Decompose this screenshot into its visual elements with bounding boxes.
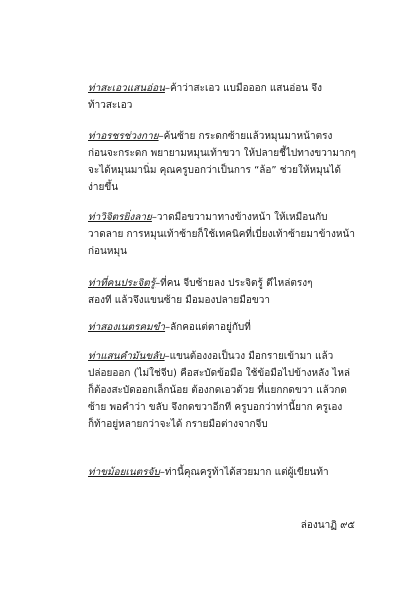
paragraph-text: –แขนต้องงอเป็นวง มือกรายเข้ามา แล้ว: [164, 351, 334, 362]
dance-pose-term: ท่าอรชรช่วงกาย: [88, 131, 159, 142]
paragraph-line: จะได้หมุนมานิ่ม คุณครูบอกว่าเป็นการ “ล้อ” ช่วยให้หมุนได้: [88, 165, 342, 176]
paragraph-line: ก่อนหมุน: [88, 246, 127, 257]
paragraph-text: –ค้นซ้าย กระดกซ้ายแล้วหมุนมาหน้าตรง: [158, 131, 333, 142]
paragraph-4: [88, 275, 356, 309]
paragraph-line: [88, 80, 356, 97]
paragraph-3: [88, 209, 356, 260]
paragraph-text: –วาดมือขวามาทางข้างหน้า ให้เหมือนกับ: [151, 212, 328, 223]
paragraph-line: ง่ายขึ้น: [88, 182, 119, 193]
paragraph-line: [88, 209, 356, 226]
paragraph-line: สองที แล้วจึงแขนซ้าย มือมองปลายมือขวา: [88, 295, 270, 306]
paragraph-line: ท้าวสะเอว: [88, 100, 133, 111]
paragraph-text: –ท่านี้คุณครูท้าได้สวยมาก แต่ผู้เขียนท้า: [159, 467, 329, 478]
paragraph-line: [88, 348, 356, 365]
paragraph-line: ก่อนจะกระดก พยายามหมุนเท้าขวา ให้ปลายชี้ไปทางขวามากๆ: [88, 148, 356, 159]
paragraph-line: ปล่อยออก (ไม่ใช่จีบ) คือสะบัดข้อมือ ใช้ข้อมือไปข้างหลัง ไหล่: [88, 368, 351, 379]
dance-pose-term: ท่าขม้อยเนตรจับ: [88, 467, 160, 478]
paragraph-line: [88, 319, 356, 336]
dance-pose-term: ท่าวิจิตรยิ่งลาย: [88, 212, 152, 223]
paragraph-line: [88, 275, 356, 292]
paragraph-line: วาดลาย การหมุนเท้าซ้ายก็ใช้เทคนิคที่เบี่ยงเท้าซ้ายมาข้างหน้า: [88, 229, 355, 240]
paragraph-text: –ค้าว่าสะเอว แบมือออก แสนอ่อน จึง: [164, 83, 322, 94]
page-footer: ล่องนาฏิ ๙๕: [300, 520, 355, 531]
paragraph-line: ซ้าย พอคำว่า ขลับ จึงกดขวาอีกที ครูบอกว่าท่านี้ยาก ครูเอง: [88, 402, 343, 413]
paragraph-7: [88, 464, 356, 481]
dance-pose-term: ท่าที่คนประจิตรู้: [88, 278, 156, 289]
paragraph-5: [88, 319, 356, 336]
paragraph-text: –ลักคอแต่ตาอยู่กับที่: [165, 322, 251, 333]
paragraph-text: –ที่คน จีบซ้ายลง ประจิตรู้ ตีไหล่ตรงๆ: [155, 278, 313, 289]
dance-pose-term: ท่าสะเอวแสนอ่อน: [88, 83, 165, 94]
paragraph-line: [88, 128, 356, 145]
paragraph-line: ก็ท้าอยู่หลายกว่าจะได้ กรายมือต่างจากจีบ: [88, 419, 268, 430]
dance-pose-term: ท่าแสนคำมันขลับ: [88, 351, 165, 362]
paragraph-line: [88, 464, 356, 481]
paragraph-2: [88, 128, 356, 196]
paragraph-6: [88, 348, 356, 433]
dance-pose-term: ท่าสองเนตรคมขำ: [88, 322, 166, 333]
paragraph-1: [88, 80, 356, 114]
paragraph-line: ก็ต้องสะบัดออกเล็กน้อย ต้องกดเอวด้วย ที่แยกกดขวา แล้วกด: [88, 385, 347, 396]
